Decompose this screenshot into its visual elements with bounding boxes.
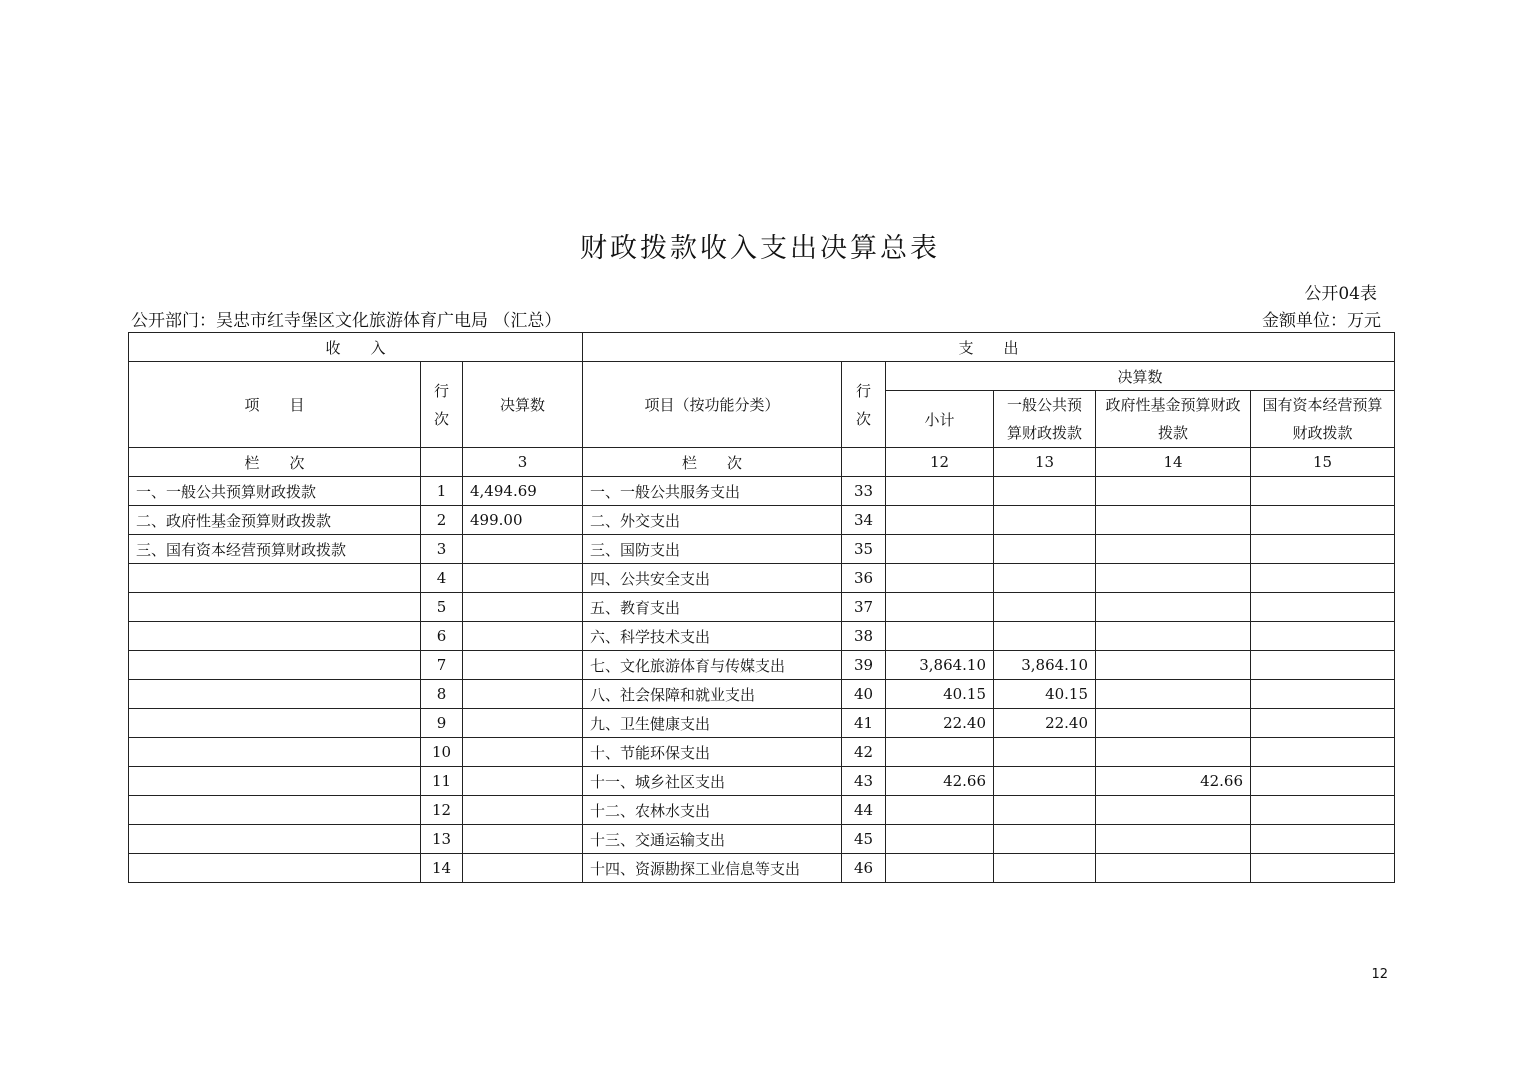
income-amount-cell (463, 825, 583, 854)
exp-row-no-cell: 40 (842, 680, 886, 709)
func-item-header: 项目（按功能分类） (583, 362, 842, 448)
general-budget-cell: 40.15 (994, 680, 1096, 709)
general-budget-cell: 3,864.10 (994, 651, 1096, 680)
table-row (129, 477, 1395, 506)
income-row-no-cell: 1 (421, 477, 463, 506)
exp-row-no-cell: 38 (842, 622, 886, 651)
state-capital-cell (1251, 680, 1395, 709)
amount-unit-label: 金额单位：万元 (1262, 311, 1381, 331)
table-row (129, 767, 1395, 796)
subtotal-cell: 40.15 (886, 680, 994, 709)
income-amount-cell (463, 796, 583, 825)
header-row-2 (129, 362, 1395, 391)
income-row-no-cell: 9 (421, 709, 463, 738)
gov-fund-cell (1096, 593, 1251, 622)
income-row-no-cell: 5 (421, 593, 463, 622)
table-row (129, 854, 1395, 883)
income-item-cell: 一、一般公共预算财政拨款 (129, 477, 421, 506)
income-amount-cell (463, 854, 583, 883)
exp-item-cell: 八、社会保障和就业支出 (583, 680, 842, 709)
subtotal-cell: 3,864.10 (886, 651, 994, 680)
subtotal-cell (886, 622, 994, 651)
col14-label: 14 (1096, 448, 1251, 477)
table-row (129, 680, 1395, 709)
income-amount-cell: 4,494.69 (463, 477, 583, 506)
income-row-no-cell: 11 (421, 767, 463, 796)
income-item-cell (129, 622, 421, 651)
income-header: 收 入 (129, 333, 583, 362)
subtotal-header: 小计 (886, 391, 994, 448)
subtotal-cell (886, 564, 994, 593)
income-row-no-cell: 8 (421, 680, 463, 709)
col3-label: 3 (463, 448, 583, 477)
exp-row-no-cell: 46 (842, 854, 886, 883)
gov-fund-cell (1096, 564, 1251, 593)
state-capital-cell (1251, 477, 1395, 506)
exp-column-label: 栏 次 (583, 448, 842, 477)
subtotal-cell: 22.40 (886, 709, 994, 738)
general-budget-cell (994, 506, 1096, 535)
page-number: 12 (1371, 967, 1388, 982)
income-amount-cell (463, 535, 583, 564)
income-amount-cell (463, 767, 583, 796)
income-row-no-cell: 7 (421, 651, 463, 680)
blank-cell (421, 448, 463, 477)
table-row (129, 796, 1395, 825)
exp-item-cell: 十四、资源勘探工业信息等支出 (583, 854, 842, 883)
gov-fund-cell (1096, 680, 1251, 709)
exp-row-no-cell: 39 (842, 651, 886, 680)
subtotal-cell (886, 477, 994, 506)
general-budget-cell (994, 854, 1096, 883)
column-index-row (129, 448, 1395, 477)
income-item-cell (129, 738, 421, 767)
col12-label: 12 (886, 448, 994, 477)
table-row (129, 738, 1395, 767)
table-row (129, 564, 1395, 593)
exp-row-no-cell: 42 (842, 738, 886, 767)
exp-row-no-cell: 36 (842, 564, 886, 593)
income-row-no-cell: 2 (421, 506, 463, 535)
general-budget-cell (994, 622, 1096, 651)
state-capital-cell (1251, 709, 1395, 738)
state-capital-cell (1251, 854, 1395, 883)
gov-fund-cell (1096, 506, 1251, 535)
income-amount-cell (463, 651, 583, 680)
subtotal-cell (886, 593, 994, 622)
income-item-cell (129, 796, 421, 825)
general-budget-cell: 22.40 (994, 709, 1096, 738)
exp-item-cell: 七、文化旅游体育与传媒支出 (583, 651, 842, 680)
income-amount-cell (463, 593, 583, 622)
exp-item-cell: 十一、城乡社区支出 (583, 767, 842, 796)
exp-row-no-cell: 44 (842, 796, 886, 825)
department-label: 公开部门：吴忠市红寺堡区文化旅游体育广电局 （汇总） (131, 311, 562, 331)
general-budget-cell (994, 564, 1096, 593)
income-item-cell (129, 593, 421, 622)
income-item-header: 项 目 (129, 362, 421, 448)
exp-item-cell: 六、科学技术支出 (583, 622, 842, 651)
state-capital-cell (1251, 796, 1395, 825)
col13-label: 13 (994, 448, 1096, 477)
gov-fund-cell (1096, 854, 1251, 883)
gov-fund-cell (1096, 738, 1251, 767)
state-capital-cell (1251, 564, 1395, 593)
gov-fund-cell (1096, 796, 1251, 825)
income-item-cell (129, 767, 421, 796)
state-capital-cell (1251, 651, 1395, 680)
general-budget-cell (994, 535, 1096, 564)
exp-item-cell: 十、节能环保支出 (583, 738, 842, 767)
general-budget-cell (994, 738, 1096, 767)
form-number: 公开04表 (1304, 284, 1377, 304)
income-item-cell (129, 564, 421, 593)
page-title: 财政拨款收入支出决算总表 (580, 233, 940, 264)
income-amount-cell (463, 622, 583, 651)
state-capital-cell (1251, 593, 1395, 622)
general-budget-header: 一般公共预算财政拨款 (994, 391, 1096, 448)
subtotal-cell: 42.66 (886, 767, 994, 796)
exp-amount-header: 决算数 (886, 362, 1395, 391)
exp-row-no-header: 行次 (842, 362, 886, 448)
income-row-no-cell: 4 (421, 564, 463, 593)
general-budget-cell (994, 767, 1096, 796)
state-capital-cell (1251, 535, 1395, 564)
subtotal-cell (886, 854, 994, 883)
exp-row-no-cell: 35 (842, 535, 886, 564)
gov-fund-cell (1096, 477, 1251, 506)
state-capital-header: 国有资本经营预算财政拨款 (1251, 391, 1395, 448)
subtotal-cell (886, 796, 994, 825)
income-row-no-cell: 6 (421, 622, 463, 651)
exp-item-cell: 三、国防支出 (583, 535, 842, 564)
fiscal-appropriation-table (128, 332, 1395, 883)
state-capital-cell (1251, 825, 1395, 854)
income-amount-cell (463, 680, 583, 709)
exp-item-cell: 九、卫生健康支出 (583, 709, 842, 738)
general-budget-cell (994, 825, 1096, 854)
general-budget-cell (994, 477, 1096, 506)
state-capital-cell (1251, 622, 1395, 651)
income-amount-cell (463, 709, 583, 738)
table-row (129, 709, 1395, 738)
table-row (129, 535, 1395, 564)
table-row (129, 622, 1395, 651)
exp-row-no-cell: 43 (842, 767, 886, 796)
income-item-cell (129, 680, 421, 709)
income-column-label: 栏 次 (129, 448, 421, 477)
exp-item-cell: 五、教育支出 (583, 593, 842, 622)
exp-row-no-cell: 37 (842, 593, 886, 622)
gov-fund-header: 政府性基金预算财政拨款 (1096, 391, 1251, 448)
general-budget-cell (994, 796, 1096, 825)
income-amount-cell (463, 738, 583, 767)
col15-label: 15 (1251, 448, 1395, 477)
income-amount-header: 决算数 (463, 362, 583, 448)
gov-fund-cell (1096, 709, 1251, 738)
table-row (129, 825, 1395, 854)
expenditure-header: 支 出 (583, 333, 1395, 362)
subtotal-cell (886, 825, 994, 854)
income-row-no-cell: 3 (421, 535, 463, 564)
blank-cell (842, 448, 886, 477)
gov-fund-cell (1096, 825, 1251, 854)
income-row-no-cell: 10 (421, 738, 463, 767)
exp-item-cell: 十三、交通运输支出 (583, 825, 842, 854)
income-row-no-cell: 12 (421, 796, 463, 825)
income-row-no-cell: 14 (421, 854, 463, 883)
state-capital-cell (1251, 506, 1395, 535)
income-item-cell (129, 709, 421, 738)
state-capital-cell (1251, 738, 1395, 767)
exp-item-cell: 一、一般公共服务支出 (583, 477, 842, 506)
table-row (129, 651, 1395, 680)
gov-fund-cell (1096, 535, 1251, 564)
gov-fund-cell (1096, 622, 1251, 651)
subtotal-cell (886, 738, 994, 767)
table-row (129, 506, 1395, 535)
general-budget-cell (994, 593, 1096, 622)
income-row-no-header: 行次 (421, 362, 463, 448)
exp-item-cell: 十二、农林水支出 (583, 796, 842, 825)
gov-fund-cell (1096, 651, 1251, 680)
exp-row-no-cell: 41 (842, 709, 886, 738)
income-row-no-cell: 13 (421, 825, 463, 854)
income-amount-cell (463, 564, 583, 593)
exp-item-cell: 四、公共安全支出 (583, 564, 842, 593)
subtotal-cell (886, 535, 994, 564)
income-item-cell: 三、国有资本经营预算财政拨款 (129, 535, 421, 564)
exp-row-no-cell: 45 (842, 825, 886, 854)
exp-item-cell: 二、外交支出 (583, 506, 842, 535)
header-row-1 (129, 333, 1395, 362)
exp-row-no-cell: 33 (842, 477, 886, 506)
income-item-cell (129, 825, 421, 854)
table-row (129, 593, 1395, 622)
income-item-cell: 二、政府性基金预算财政拨款 (129, 506, 421, 535)
income-item-cell (129, 854, 421, 883)
income-item-cell (129, 651, 421, 680)
state-capital-cell (1251, 767, 1395, 796)
exp-row-no-cell: 34 (842, 506, 886, 535)
income-amount-cell: 499.00 (463, 506, 583, 535)
gov-fund-cell: 42.66 (1096, 767, 1251, 796)
subtotal-cell (886, 506, 994, 535)
